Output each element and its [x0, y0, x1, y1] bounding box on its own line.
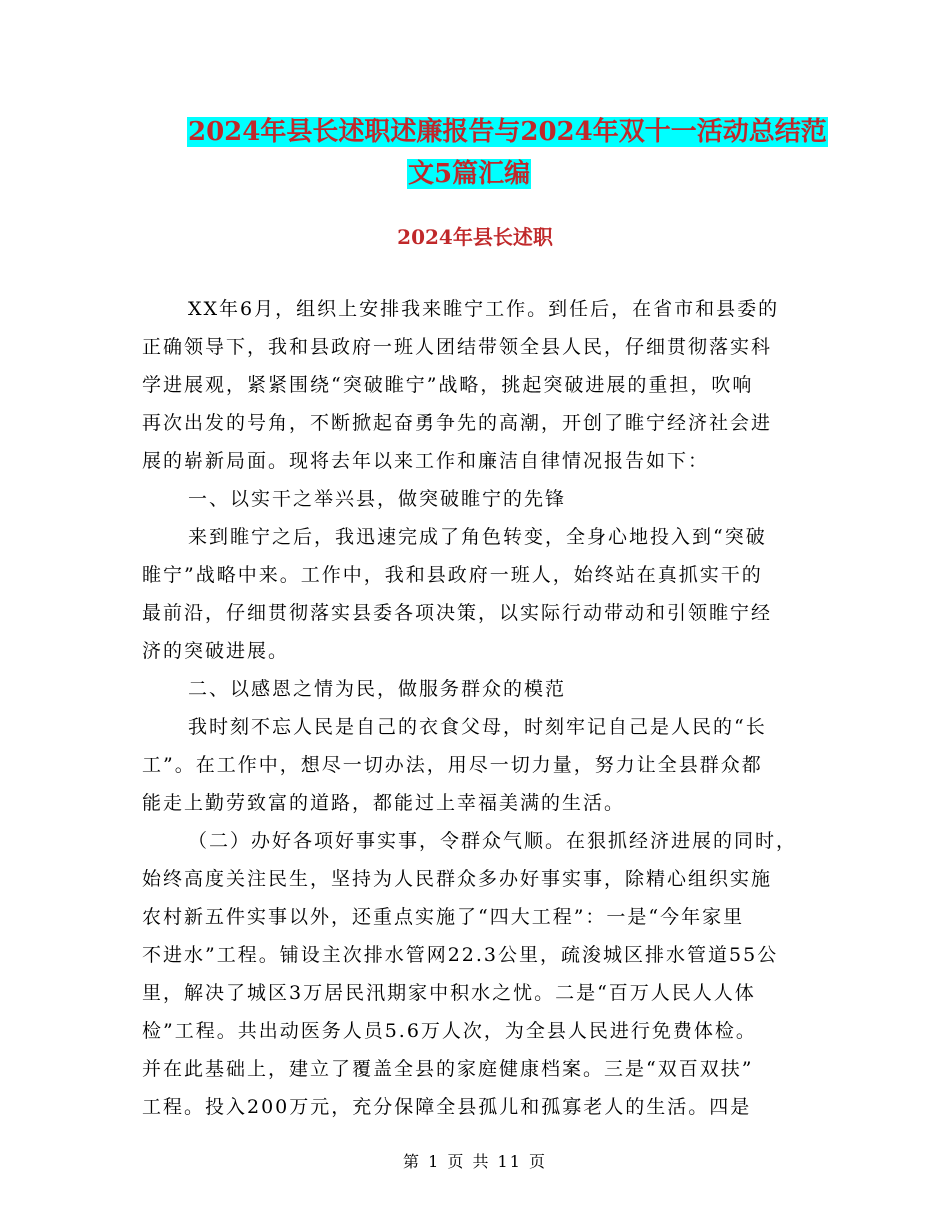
title-highlight-1: 2024年县长述职述廉报告与2024年双十一活动总结范	[188, 117, 827, 147]
paragraph-line: 我时刻不忘人民是自己的衣食父母，时刻牢记自己是人民的“长	[188, 716, 767, 738]
paragraph-line: 不进水”工程。铺设主次排水管网22.3公里，疏浚城区排水管道55公	[142, 944, 779, 966]
paragraph-line: 农村新五件实事以外，还重点实施了“四大工程”：一是“今年家里	[142, 906, 745, 928]
paragraph-line: 睢宁”战略中来。工作中，我和县政府一班人，始终站在真抓实干的	[142, 564, 763, 586]
section-heading-2: 二、以感恩之情为民，做服务群众的模范	[188, 678, 567, 700]
title-highlight-2: 文5篇汇编	[408, 159, 531, 189]
paragraph-line: 里，解决了城区3万居民汛期家中积水之忧。二是“百万人民人人体	[142, 982, 756, 1004]
paragraph-line: 最前沿，仔细贯彻落实县委各项决策，以实际行动带动和引领睢宁经	[142, 602, 773, 624]
paragraph-line: 始终高度关注民生，坚持为人民群众多办好事实事，除精心组织实施	[142, 868, 773, 890]
paragraph-line: 正确领导下，我和县政府一班人团结带领全县人民，仔细贯彻落实科	[142, 336, 773, 358]
page-footer: 第 1 页 共 11 页	[403, 1152, 547, 1171]
paragraph-line: 展的崭新局面。现将去年以来工作和廉洁自律情况报告如下：	[142, 450, 710, 472]
paragraph-line: （二）办好各项好事实事，令群众气顺。在狠抓经济进展的同时，	[188, 830, 798, 852]
paragraph-line: XX年6月，组织上安排我来睢宁工作。到任后，在省市和县委的	[188, 298, 780, 320]
paragraph-line: 检”工程。共出动医务人员5.6万人次，为全县人民进行免费体检。	[142, 1020, 757, 1042]
paragraph-line: 工”。在工作中，想尽一切办法，用尽一切力量，努力让全县群众都	[142, 754, 763, 776]
document-title-line-1	[187, 115, 828, 149]
paragraph-line: 来到睢宁之后，我迅速完成了角色转变，全身心地投入到“突破	[188, 526, 767, 548]
paragraph-line: 工程。投入200万元，充分保障全县孤儿和孤寡老人的生活。四是	[142, 1096, 752, 1118]
paragraph-line: 再次出发的号角，不断掀起奋勇争先的高潮，开创了睢宁经济社会进	[142, 412, 773, 434]
section-subtitle: 2024年县长述职	[397, 225, 553, 249]
paragraph-line: 学进展观，紧紧围绕“突破睢宁”战略，挑起突破进展的重担，吹响	[142, 374, 754, 396]
paragraph-line: 并在此基础上，建立了覆盖全县的家庭健康档案。三是“双百双扶”	[142, 1058, 754, 1080]
document-title-line-2	[407, 157, 531, 191]
document-body	[142, 290, 808, 1126]
paragraph-line: 能走上勤劳致富的道路，都能过上幸福美满的生活。	[142, 792, 626, 814]
section-heading-1: 一、以实干之举兴县，做突破睢宁的先锋	[188, 488, 567, 510]
paragraph-line: 济的突破进展。	[142, 640, 290, 662]
